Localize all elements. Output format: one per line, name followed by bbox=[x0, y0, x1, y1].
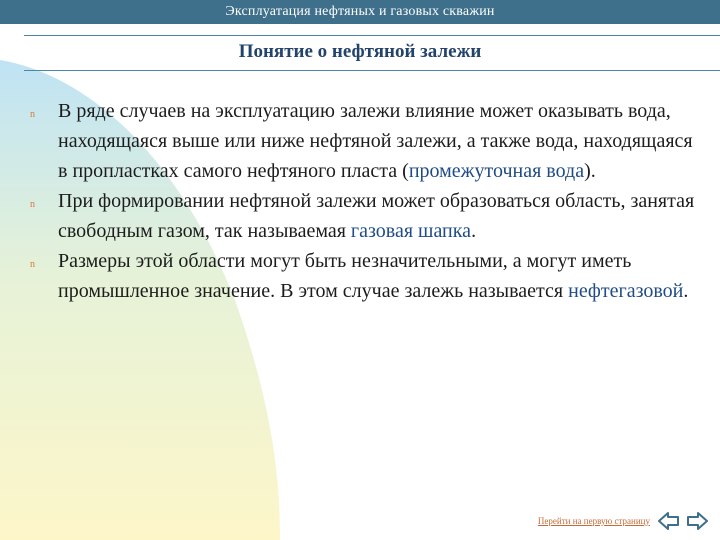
bullet-item bbox=[30, 186, 700, 246]
header-bar bbox=[0, 0, 720, 24]
bullet-text-part: . bbox=[471, 220, 477, 242]
bullet-text-part: При формировании нефтяной залежи может образоваться область, занятая свободным газом, так называемая bbox=[58, 190, 695, 242]
first-page-link[interactable]: Перейти на первую страницу bbox=[537, 516, 650, 526]
bullet-item bbox=[30, 96, 700, 186]
title-bottom-divider bbox=[24, 70, 720, 71]
bullet-text-part: Размеры этой области могут быть незначительными, а могут иметь промышленное значение. В этом случае залежь называется bbox=[58, 250, 632, 302]
bullet-text bbox=[58, 186, 700, 246]
bullet-text-part: В ряде случаев на эксплуатацию залежи влияние может оказывать вода, находящаяся выше или ниже нефтяной залежи, а также вода, находящаяся в пропластках самого нефтяного пласта ( bbox=[58, 100, 693, 182]
bullet-item bbox=[30, 246, 700, 306]
term-highlight: газовая шапка bbox=[350, 220, 472, 242]
slide-navigation bbox=[658, 511, 708, 535]
bullet-text-part: . bbox=[683, 280, 689, 302]
bullet-text-part: ). bbox=[584, 160, 596, 182]
bullet-marker: n bbox=[30, 259, 35, 270]
bullet-list bbox=[30, 96, 700, 306]
title-top-divider bbox=[24, 35, 720, 36]
bullet-text bbox=[58, 246, 700, 306]
arrow-left-icon[interactable] bbox=[658, 511, 680, 535]
bullet-marker: n bbox=[30, 109, 35, 120]
term-highlight: нефтегазовой bbox=[568, 280, 684, 302]
term-highlight: промежуточная вода bbox=[408, 160, 585, 182]
slide-title: Понятие о нефтяной залежи bbox=[238, 41, 482, 62]
bullet-marker: n bbox=[30, 199, 35, 210]
arrow-right-icon[interactable] bbox=[686, 511, 708, 535]
bullet-text bbox=[58, 96, 700, 186]
header-title: Эксплуатация нефтяных и газовых скважин bbox=[225, 4, 495, 19]
